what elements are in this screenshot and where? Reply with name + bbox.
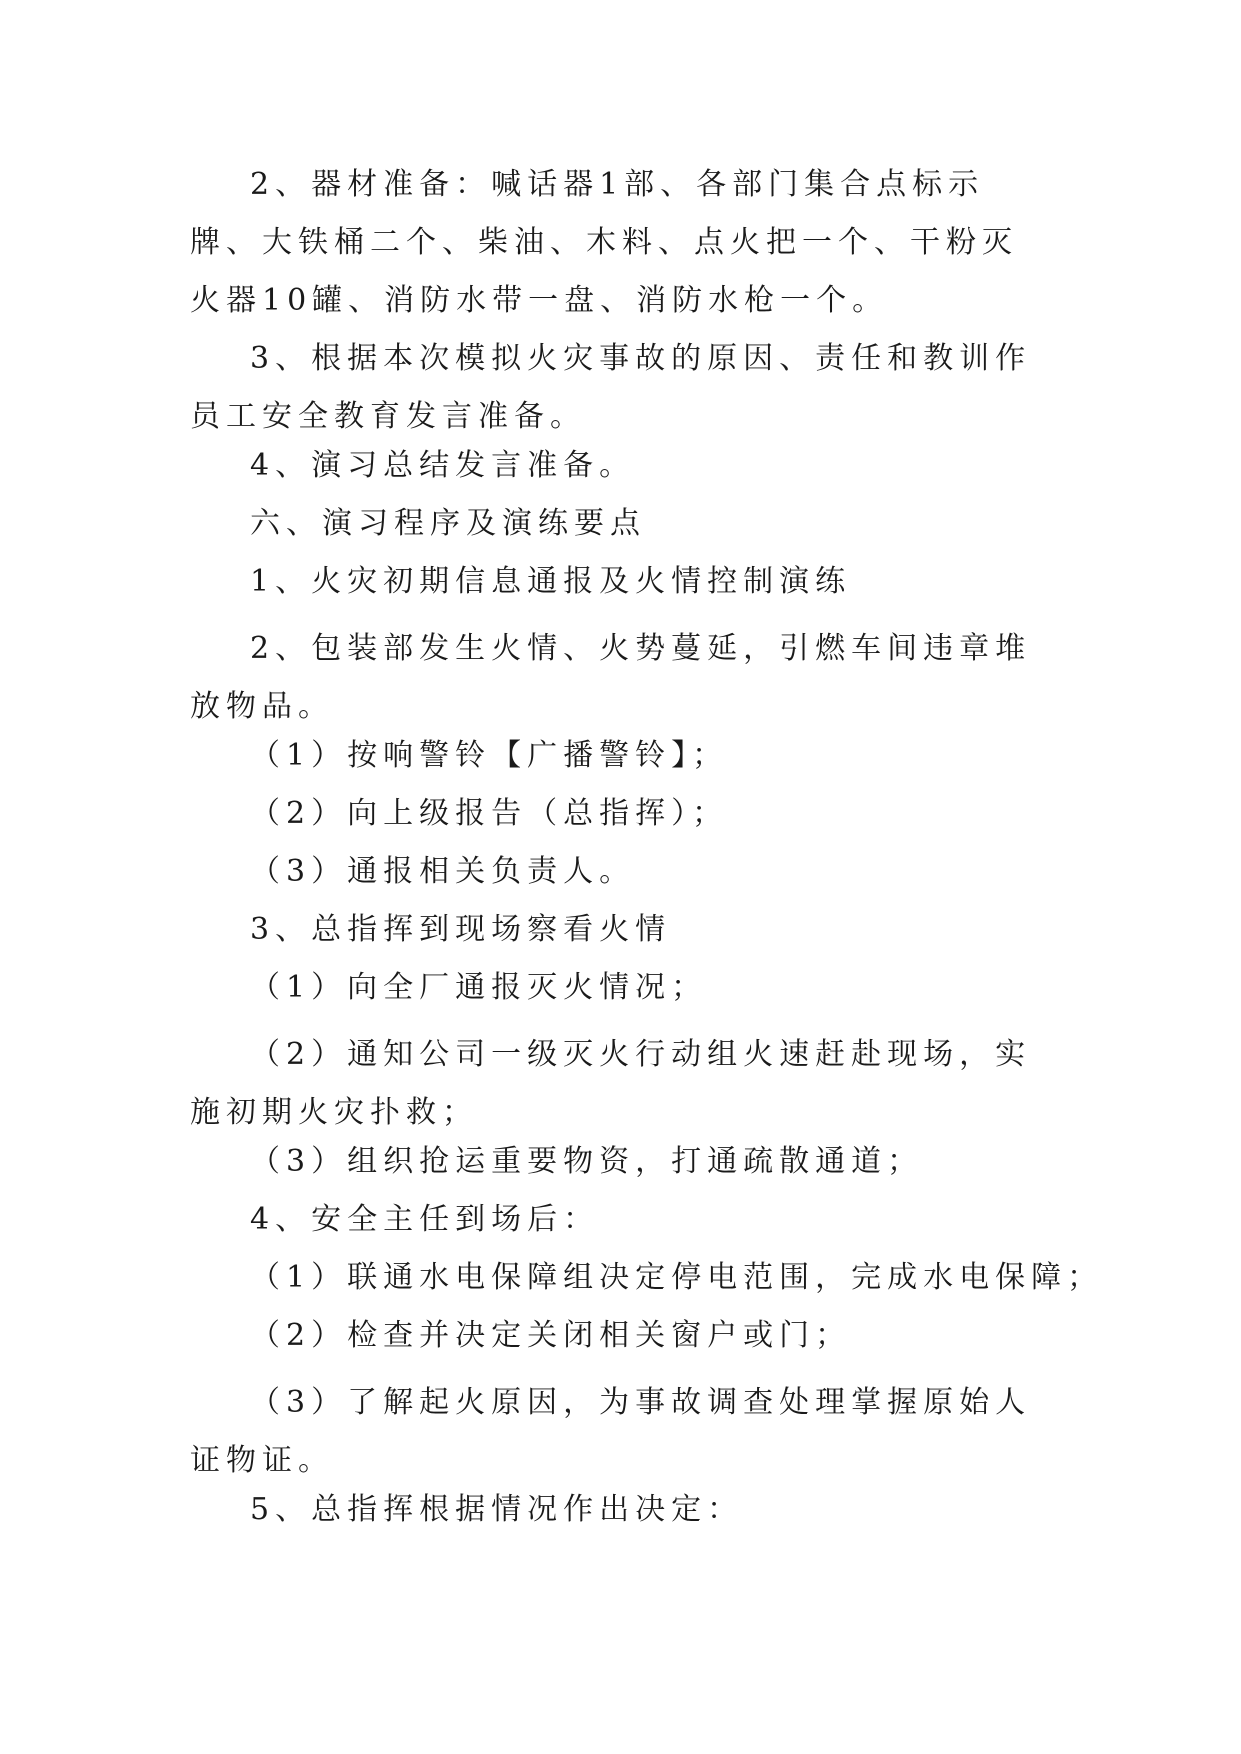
paragraph-commander-inspect: 3、总指挥到现场察看火情 — [250, 912, 672, 947]
paragraph-safety-director-arrival: 4、安全主任到场后： — [250, 1202, 600, 1237]
paragraph-equipment-prep: 2、器材准备：喊话器1部、各部门集合点标示牌、大铁桶二个、柴油、木料、点火把一个、干粉灭火器10罐、消防水带一盘、消防水枪一个。 — [190, 167, 1018, 318]
list-item-announce-plant: （1）向全厂通报灭火情况； — [250, 970, 708, 1005]
list-item-rescue-materials: （3）组织抢运重要物资，打通疏散通道； — [250, 1144, 924, 1179]
paragraph-fire-spread: 2、包装部发生火情、火势蔓延，引燃车间违章堆放物品。 — [190, 631, 1032, 724]
list-item-report-superior: （2）向上级报告（总指挥）； — [250, 796, 729, 831]
list-item-alarm: （1）按响警铃【广播警铃】； — [250, 738, 729, 773]
paragraph-summary-speech-prep: 4、演习总结发言准备。 — [250, 448, 636, 483]
list-item-close-windows-doors: （2）检查并决定关闭相关窗户或门； — [250, 1318, 852, 1353]
list-item-notify-responsible: （3）通报相关负责人。 — [250, 854, 636, 889]
paragraph-commander-decision: 5、总指挥根据情况作出决定： — [250, 1492, 744, 1527]
list-item-power-water-guarantee: （1）联通水电保障组决定停电范围，完成水电保障； — [250, 1260, 1104, 1295]
paragraph-initial-report: 1、火灾初期信息通报及火情控制演练 — [250, 564, 852, 599]
paragraph-safety-speech-prep: 3、根据本次模拟火灾事故的原因、责任和教训作员工安全教育发言准备。 — [190, 341, 1032, 434]
list-item-fire-cause: （3）了解起火原因，为事故调查处理掌握原始人证物证。 — [190, 1385, 1032, 1478]
section-heading-drill-procedure: 六、演习程序及演练要点 — [250, 506, 646, 541]
list-item-notify-firefighting-team: （2）通知公司一级灭火行动组火速赶赴现场，实施初期火灾扑救； — [190, 1037, 1032, 1130]
